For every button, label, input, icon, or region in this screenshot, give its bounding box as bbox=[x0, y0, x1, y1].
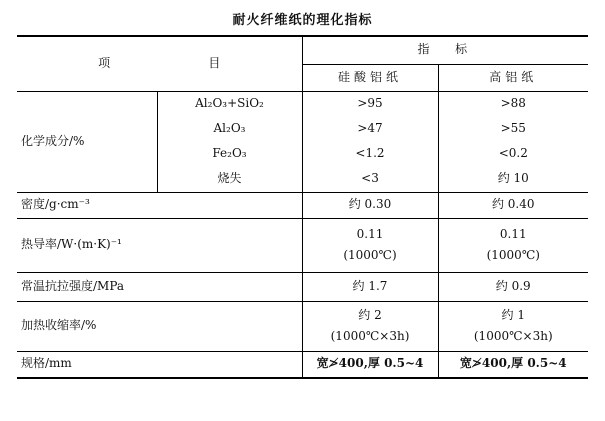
properties-table bbox=[17, 35, 588, 379]
chemical-component: Fe₂O₃ bbox=[157, 141, 302, 166]
table-row bbox=[17, 218, 588, 272]
row-label: 密度/g·cm⁻³ bbox=[17, 192, 302, 218]
table-row bbox=[17, 351, 588, 378]
header-item-cell bbox=[17, 36, 302, 91]
chemical-value-a: <3 bbox=[302, 166, 438, 192]
table-title: 耐火纤维纸的理化指标 bbox=[232, 13, 373, 28]
row-value-b: 约 1 (1000℃×3h) bbox=[438, 301, 588, 351]
chemical-value-a: >47 bbox=[302, 116, 438, 141]
row-value-a: 0.11 (1000℃) bbox=[302, 218, 438, 272]
header-col-a: 硅酸铝纸 bbox=[302, 64, 438, 91]
header-item-part2: 目 bbox=[208, 55, 221, 70]
row-label: 常温抗拉强度/MPa bbox=[17, 272, 302, 301]
row-value-a: 约 2 (1000℃×3h) bbox=[302, 301, 438, 351]
row-value-a: 约 1.7 bbox=[302, 272, 438, 301]
header-item-part1: 项 bbox=[98, 55, 111, 70]
table-row bbox=[17, 301, 588, 351]
row-value-a: 宽≯400,厚 0.5~4 bbox=[302, 351, 438, 378]
chemical-label: 化学成分/% bbox=[17, 91, 157, 192]
row-label: 热导率/W·(m·K)⁻¹ bbox=[17, 218, 302, 272]
table-row bbox=[17, 272, 588, 301]
row-value-b: 0.11 (1000℃) bbox=[438, 218, 588, 272]
row-value-b: 约 0.40 bbox=[438, 192, 588, 218]
chemical-value-b: <0.2 bbox=[438, 141, 588, 166]
row-value-b: 宽≯400,厚 0.5~4 bbox=[438, 351, 588, 378]
row-value-a: 约 0.30 bbox=[302, 192, 438, 218]
table-row bbox=[17, 192, 588, 218]
row-label: 规格/mm bbox=[17, 351, 302, 378]
chemical-value-a: <1.2 bbox=[302, 141, 438, 166]
chemical-value-b: >55 bbox=[438, 116, 588, 141]
header-row-top bbox=[17, 36, 588, 64]
chemical-component: Al₂O₃ bbox=[157, 116, 302, 141]
chemical-value-a: >95 bbox=[302, 91, 438, 116]
header-indicators: 指 标 bbox=[302, 36, 588, 64]
chemical-component: 烧失 bbox=[157, 166, 302, 192]
row-value-b: 约 0.9 bbox=[438, 272, 588, 301]
chemical-value-b: >88 bbox=[438, 91, 588, 116]
header-col-b: 高铝纸 bbox=[438, 64, 588, 91]
chemical-value-b: 约 10 bbox=[438, 166, 588, 192]
row-label: 加热收缩率/% bbox=[17, 301, 302, 351]
table-row bbox=[17, 91, 588, 116]
chemical-component: Al₂O₃+SiO₂ bbox=[157, 91, 302, 116]
